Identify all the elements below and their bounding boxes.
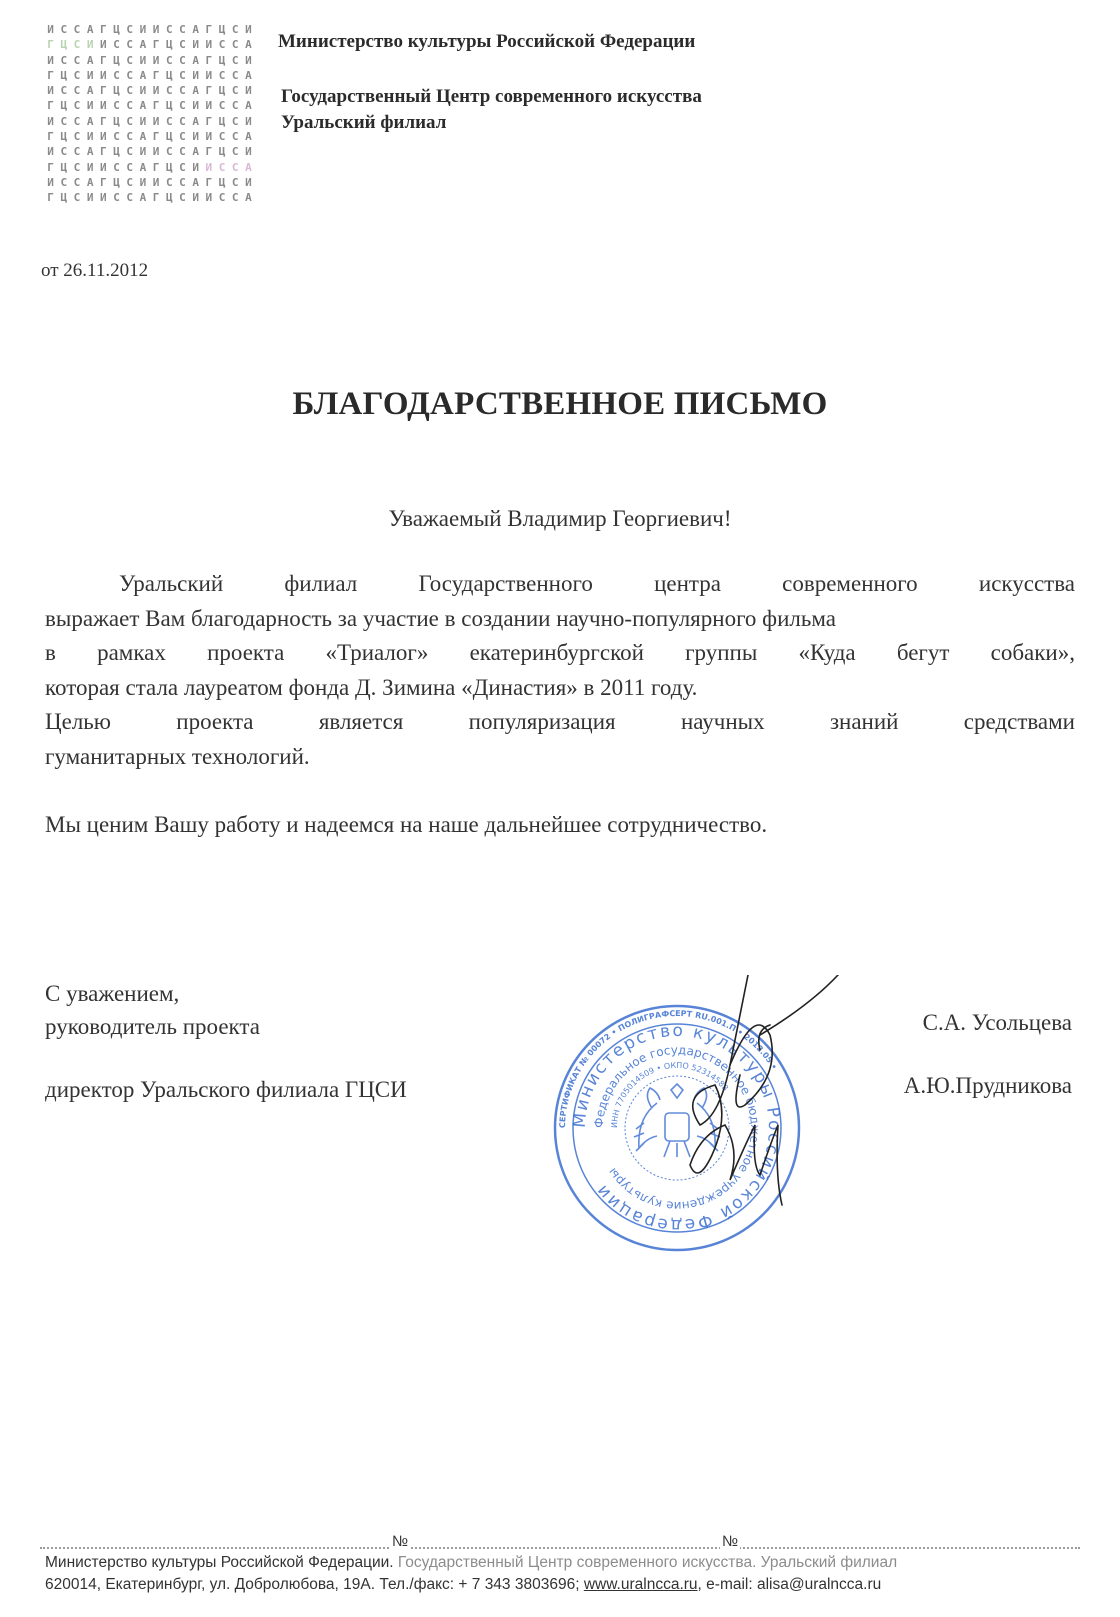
logo-letter: Ц xyxy=(113,175,120,189)
footer-ministry: Министерство культуры Российской Федерации. xyxy=(45,1554,394,1571)
logo-row xyxy=(44,98,264,113)
logo-letter: Г xyxy=(152,130,160,144)
logo-letter: И xyxy=(192,38,199,52)
logo-letter: И xyxy=(245,145,252,159)
logo-letter: Ц xyxy=(218,84,226,98)
logo-letter: Ц xyxy=(113,23,120,36)
logo-letter: И xyxy=(152,23,160,36)
logo-letter: С xyxy=(113,38,120,52)
logo-letter: А xyxy=(192,145,199,159)
logo-letter: С xyxy=(179,114,186,128)
logo-letter: И xyxy=(86,130,94,144)
logo-letter: А xyxy=(139,130,147,144)
logo-letter: С xyxy=(126,99,134,113)
logo-letter: С xyxy=(60,175,68,189)
logo-letter: А xyxy=(139,38,147,52)
logo-letter: С xyxy=(218,38,226,52)
logo-letter: Ц xyxy=(218,53,226,67)
logo-letter: А xyxy=(192,175,199,189)
logo-letter: С xyxy=(165,145,173,159)
logo-letter: Ц xyxy=(60,68,68,82)
logo-letter: С xyxy=(231,160,239,174)
logo-letter: С xyxy=(179,145,186,159)
logo-letter: И xyxy=(192,191,199,205)
logo-letter: С xyxy=(179,84,186,98)
logo-letter: А xyxy=(192,114,199,128)
logo-letter: Ц xyxy=(218,175,226,189)
logo-letter: С xyxy=(60,53,68,67)
body-line: гуманитарных технологий. xyxy=(45,743,310,769)
logo-letter: С xyxy=(113,160,120,174)
logo-row xyxy=(44,37,264,52)
logo-letter: И xyxy=(47,84,54,98)
logo-letter: А xyxy=(86,114,94,128)
logo-letter: Г xyxy=(205,114,213,128)
logo-letter: И xyxy=(245,53,252,67)
logo-letter: С xyxy=(126,160,134,174)
logo-letter: С xyxy=(231,191,239,205)
letter-title: БЛАГОДАРСТВЕННОЕ ПИСЬМО xyxy=(292,386,828,422)
stamp-certificate-text: СЕРТИФИКАТ № 00072 • ПОЛИГРАФСЕРТ RU.001.П • 2012.05 • xyxy=(557,1008,779,1129)
logo-letter: И xyxy=(47,145,54,159)
logo-letter: Г xyxy=(100,84,107,98)
logo-letter: А xyxy=(139,191,147,205)
ministry-name: Министерство культуры Российской Федерации xyxy=(278,31,696,52)
logo-letter: С xyxy=(73,175,81,189)
logo-letter: С xyxy=(231,68,239,82)
logo-letter: С xyxy=(218,191,226,205)
logo-letter: Г xyxy=(100,23,107,36)
logo-letter: И xyxy=(139,53,147,67)
logo-letter: С xyxy=(231,114,239,128)
website-link[interactable]: www.uralncca.ru xyxy=(583,1576,698,1593)
logo-letter: Ц xyxy=(60,38,68,52)
logo-letter: Ц xyxy=(218,23,226,36)
logo-letter: С xyxy=(73,160,81,174)
logo-letter: С xyxy=(165,53,173,67)
logo-letter: Г xyxy=(47,191,54,205)
logo-letter: И xyxy=(86,38,94,52)
footer-dotted-line xyxy=(40,1547,1080,1549)
logo-letter: С xyxy=(113,130,120,144)
logo-letter: С xyxy=(231,53,239,67)
logo-row xyxy=(44,22,264,37)
logo-letter: С xyxy=(73,130,81,144)
logo-letter: Ц xyxy=(165,191,173,205)
logo-letter: С xyxy=(113,99,120,113)
logo-letter: Ц xyxy=(113,114,120,128)
logo-letter: И xyxy=(205,160,213,174)
logo-letter: Ц xyxy=(60,191,68,205)
logo-row xyxy=(44,83,264,98)
logo-letter: Г xyxy=(152,191,160,205)
logo-letter: С xyxy=(179,191,186,205)
logo-letter: С xyxy=(73,84,81,98)
logo-letter: Г xyxy=(47,68,54,82)
signer-name-1: С.А. Усольцева xyxy=(922,1010,1072,1035)
logo-letter: С xyxy=(73,145,81,159)
logo-letter: С xyxy=(126,130,134,144)
logo-letter: И xyxy=(86,160,94,174)
logo-letter: И xyxy=(152,114,160,128)
regards: С уважением, xyxy=(45,981,180,1006)
logo-letter: Г xyxy=(205,23,213,36)
logo-letter: И xyxy=(139,175,147,189)
logo-letter: А xyxy=(139,160,147,174)
logo-letter: А xyxy=(245,191,252,205)
logo-letter: С xyxy=(179,175,186,189)
logo-row xyxy=(44,114,264,129)
incoming-number-label: № xyxy=(722,1533,739,1550)
logo-letter: С xyxy=(165,84,173,98)
logo-letter: С xyxy=(231,23,239,36)
logo-letter: С xyxy=(231,99,239,113)
logo-letter: И xyxy=(245,114,252,128)
logo-letter: Г xyxy=(47,38,54,52)
logo-letter: Ц xyxy=(60,160,68,174)
logo-letter: И xyxy=(205,38,213,52)
logo-row xyxy=(44,190,264,205)
logo-letter: С xyxy=(73,114,81,128)
logo-letter: С xyxy=(113,191,120,205)
logo-letter: И xyxy=(205,68,213,82)
logo-letter: И xyxy=(139,84,147,98)
salutation: Уважаемый Владимир Георгиевич! xyxy=(388,506,732,531)
logo-row xyxy=(44,144,264,159)
logo-letter: И xyxy=(152,175,160,189)
logo-letter: И xyxy=(86,68,94,82)
logo-letter: А xyxy=(192,84,199,98)
logo-letter: С xyxy=(231,84,239,98)
logo-letter: Г xyxy=(205,84,213,98)
body-line: Уральский филиал Государственного центра современного искусства xyxy=(119,571,1075,596)
logo-letter: А xyxy=(245,38,252,52)
logo-letter: С xyxy=(73,68,81,82)
letter-body xyxy=(45,567,1075,843)
logo-letter: А xyxy=(139,99,147,113)
logo-letter: И xyxy=(100,38,107,52)
logo-letter: С xyxy=(165,175,173,189)
signer-role-2: директор Уральского филиала ГЦСИ xyxy=(45,1077,407,1102)
logo-letter: С xyxy=(73,53,81,67)
signer-name-2: А.Ю.Прудникова xyxy=(903,1073,1072,1098)
logo-letter: Г xyxy=(47,130,54,144)
logo-letter: Г xyxy=(152,38,160,52)
closing-sentence: Мы ценим Вашу работу и надеемся на наше дальнейшее сотрудничество. xyxy=(45,812,768,837)
logo-letter: А xyxy=(245,160,252,174)
logo-letter: И xyxy=(139,114,147,128)
logo-letter: И xyxy=(47,53,54,67)
logo-letter: Г xyxy=(205,145,213,159)
logo-letter: Ц xyxy=(113,145,120,159)
logo-letter: С xyxy=(179,99,186,113)
logo-letter: А xyxy=(245,68,252,82)
gcsi-logo xyxy=(44,22,264,206)
logo-letter: С xyxy=(60,114,68,128)
logo-letter: А xyxy=(86,84,94,98)
stamp-inner-text: Федеральное государственное бюджетное учреждение культуры xyxy=(591,1042,763,1214)
logo-letter: И xyxy=(47,175,54,189)
organization-name xyxy=(281,84,702,136)
logo-letter: С xyxy=(73,191,81,205)
handwritten-signature xyxy=(660,975,870,1215)
logo-letter: С xyxy=(113,68,120,82)
footer-org-line xyxy=(45,1554,897,1572)
logo-letter: Ц xyxy=(165,160,173,174)
logo-letter: Г xyxy=(152,99,160,113)
logo-letter: С xyxy=(126,53,134,67)
logo-letter: С xyxy=(60,84,68,98)
outgoing-number-label: № xyxy=(392,1533,409,1550)
logo-letter: А xyxy=(192,23,199,36)
logo-letter: С xyxy=(218,130,226,144)
logo-letter: Г xyxy=(47,99,54,113)
logo-letter: С xyxy=(60,145,68,159)
logo-letter: А xyxy=(86,145,94,159)
logo-letter: И xyxy=(47,23,54,36)
logo-letter: И xyxy=(192,130,199,144)
logo-letter: И xyxy=(192,99,199,113)
logo-letter: И xyxy=(100,130,107,144)
logo-letter: И xyxy=(100,99,107,113)
logo-letter: Ц xyxy=(113,84,120,98)
logo-letter: И xyxy=(205,130,213,144)
logo-letter: Ц xyxy=(218,145,226,159)
logo-letter: А xyxy=(139,68,147,82)
logo-letter: Г xyxy=(205,53,213,67)
logo-letter: С xyxy=(179,23,186,36)
footer-organization: Государственный Центр современного искусства. Уральский филиал xyxy=(393,1554,898,1571)
logo-letter: И xyxy=(152,145,160,159)
logo-letter: С xyxy=(73,23,81,36)
logo-row xyxy=(44,129,264,144)
body-line: Целью проекта является популяризация научных знаний средствами xyxy=(45,709,1075,734)
logo-letter: Ц xyxy=(60,99,68,113)
logo-letter: С xyxy=(126,84,134,98)
logo-letter: С xyxy=(231,130,239,144)
logo-letter: Г xyxy=(152,160,160,174)
logo-letter: Г xyxy=(100,175,107,189)
logo-letter: Ц xyxy=(165,99,173,113)
logo-letter: С xyxy=(231,145,239,159)
logo-letter: И xyxy=(100,160,107,174)
logo-letter: И xyxy=(192,160,199,174)
logo-row xyxy=(44,160,264,175)
logo-letter: Г xyxy=(205,175,213,189)
logo-letter: С xyxy=(126,191,134,205)
logo-letter: Г xyxy=(47,160,54,174)
logo-letter: И xyxy=(86,191,94,205)
logo-letter: С xyxy=(179,68,186,82)
logo-letter: С xyxy=(231,38,239,52)
paragraph-2 xyxy=(45,705,1075,774)
logo-letter: А xyxy=(86,23,94,36)
logo-letter: Г xyxy=(100,53,107,67)
logo-letter: Ц xyxy=(165,68,173,82)
stamp-outer-text: Министерство культуры Российской Федерации xyxy=(569,1020,785,1236)
logo-row xyxy=(44,68,264,83)
logo-letter: С xyxy=(126,175,134,189)
logo-letter: С xyxy=(179,160,186,174)
logo-row xyxy=(44,175,264,190)
logo-letter: С xyxy=(165,114,173,128)
logo-letter: С xyxy=(73,38,81,52)
footer-contact-line xyxy=(45,1576,881,1594)
logo-letter: Г xyxy=(100,114,107,128)
paragraph-1 xyxy=(45,567,1075,705)
logo-letter: А xyxy=(192,53,199,67)
signature-stroke xyxy=(690,975,838,1205)
logo-letter: Ц xyxy=(60,130,68,144)
logo-letter: И xyxy=(192,68,199,82)
logo-letter: Ц xyxy=(113,53,120,67)
logo-letter: С xyxy=(231,175,239,189)
logo-letter: С xyxy=(179,53,186,67)
organization-line-2: Уральский филиал xyxy=(281,112,447,133)
logo-letter: Ц xyxy=(218,114,226,128)
logo-letter: И xyxy=(86,99,94,113)
logo-letter: Ц xyxy=(165,130,173,144)
logo-letter: С xyxy=(179,38,186,52)
organization-line-1: Государственный Центр современного искусства xyxy=(281,86,702,107)
footer-email: , e-mail: alisa@uralncca.ru xyxy=(697,1576,882,1593)
stamp-codes-text: ИНН 7705014509 • ОКПО 52314588 xyxy=(609,1060,730,1129)
body-line: выражает Вам благодарность за участие в создании научно-популярного фильма xyxy=(45,605,836,631)
logo-letter: И xyxy=(205,191,213,205)
logo-letter: И xyxy=(152,53,160,67)
logo-letter: С xyxy=(179,130,186,144)
logo-letter: И xyxy=(100,191,107,205)
logo-letter: С xyxy=(218,68,226,82)
logo-letter: И xyxy=(245,23,252,36)
logo-letter: С xyxy=(165,23,173,36)
logo-letter: С xyxy=(126,38,134,52)
logo-letter: Г xyxy=(100,145,107,159)
logo-letter: А xyxy=(86,175,94,189)
logo-letter: С xyxy=(126,68,134,82)
letter-date: от 26.11.2012 xyxy=(41,260,149,281)
logo-letter: А xyxy=(86,53,94,67)
logo-row xyxy=(44,53,264,68)
logo-letter: Ц xyxy=(165,38,173,52)
logo-letter: С xyxy=(218,99,226,113)
logo-letter: А xyxy=(245,99,252,113)
logo-letter: Г xyxy=(152,68,160,82)
logo-letter: И xyxy=(245,84,252,98)
logo-letter: И xyxy=(139,145,147,159)
logo-letter: С xyxy=(126,145,134,159)
logo-letter: И xyxy=(245,175,252,189)
logo-letter: С xyxy=(218,160,226,174)
logo-letter: И xyxy=(100,68,107,82)
body-line: которая стала лауреатом фонда Д. Зимина «Династия» в 2011 году. xyxy=(45,674,698,700)
logo-letter: А xyxy=(245,130,252,144)
logo-letter: И xyxy=(152,84,160,98)
logo-letter: И xyxy=(47,114,54,128)
logo-letter: И xyxy=(139,23,147,36)
logo-letter: С xyxy=(126,23,134,36)
footer-address: 620014, Екатеринбург, ул. Добролюбова, 19А. Тел./факс: + 7 343 3803696; xyxy=(45,1576,580,1593)
signer-role-1: руководитель проекта xyxy=(45,1014,260,1039)
body-line: в рамках проекта «Триалог» екатеринбургской группы «Куда бегут собаки», xyxy=(45,640,1075,665)
logo-letter: С xyxy=(73,99,81,113)
logo-letter: И xyxy=(205,99,213,113)
logo-letter: С xyxy=(60,23,68,36)
logo-letter: С xyxy=(126,114,134,128)
